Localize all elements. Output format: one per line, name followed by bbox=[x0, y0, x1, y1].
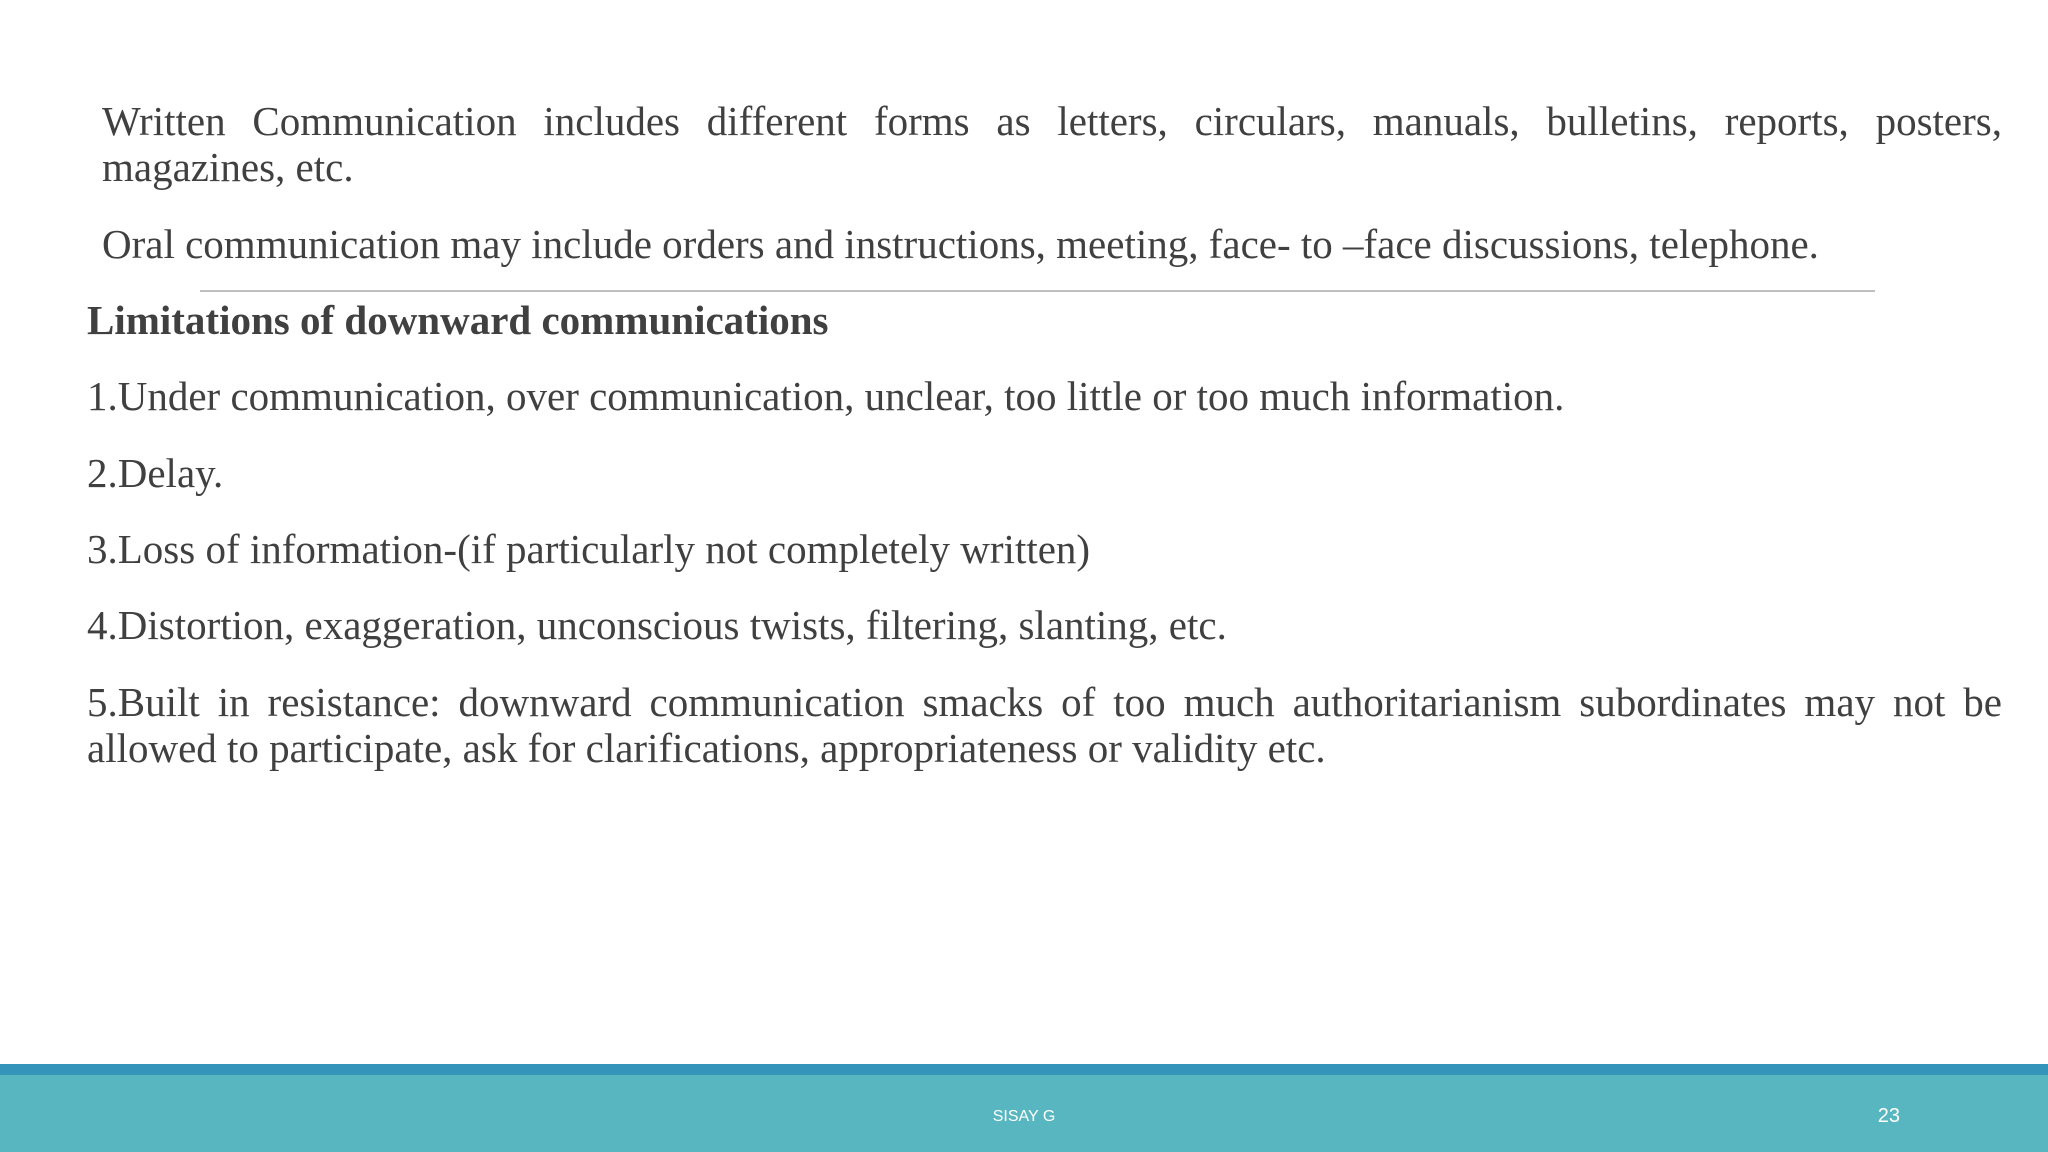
divider-line bbox=[200, 290, 1875, 292]
limitation-item-2: 2.Delay. bbox=[87, 450, 224, 496]
slide-page-number: 23 bbox=[1877, 1105, 1900, 1127]
footer-author: SISAY G bbox=[992, 1108, 1056, 1125]
limitation-item-4: 4.Distortion, exaggeration, unconscious twists, filtering, slanting, etc. bbox=[87, 602, 1227, 648]
oral-communication-paragraph: Oral communication may include orders and instructions, meeting, face- to –face discussions, telephone. bbox=[102, 221, 1819, 267]
written-communication-paragraph: Written Communication includes different forms as letters, circulars, manuals, bulletins, reports, posters, magazines, etc. bbox=[102, 98, 2002, 190]
limitation-item-1: 1.Under communication, over communication, unclear, too little or too much information. bbox=[87, 373, 1565, 419]
footer-accent-stripe bbox=[0, 1064, 2048, 1075]
limitation-item-5: 5.Built in resistance: downward communication smacks of too much authoritarianism subordinates may not be allowed to participate, ask for clarifications, appropriateness or validity etc. bbox=[87, 679, 2002, 771]
limitation-item-3: 3.Loss of information-(if particularly not completely written) bbox=[87, 526, 1091, 572]
limitations-heading: Limitations of downward communications bbox=[87, 297, 829, 343]
